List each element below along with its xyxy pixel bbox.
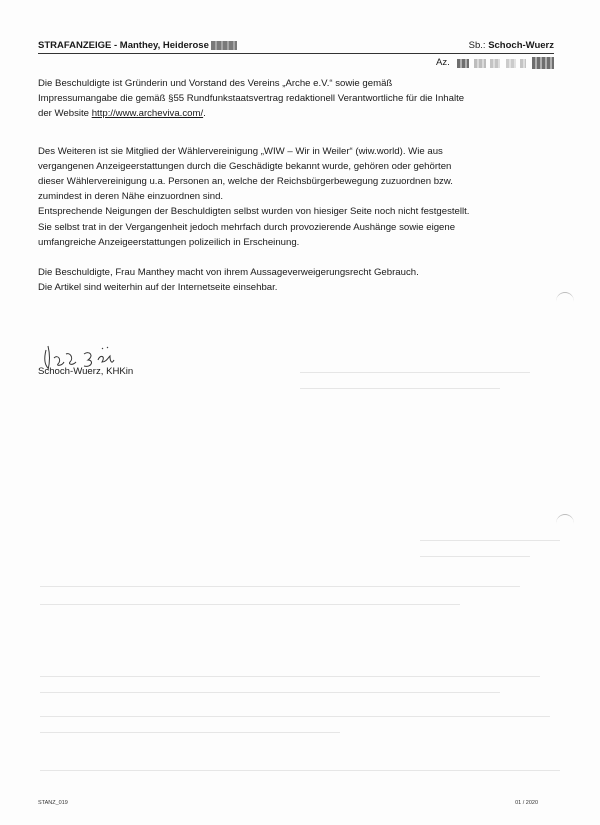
text-fragment: der Website [38, 108, 92, 120]
text-line: Sie selbst trat in der Vergangenheit jedoch mehrfach durch provozierende Aushänge sowie eigene [38, 221, 456, 233]
text-line: Entsprechende Neigungen der Beschuldigten selbst wurden von hiesiger Seite noch nicht festgestellt. [38, 206, 470, 218]
text-line: Die Beschuldigte ist Gründerin und Vorstand des Vereins „Arche e.V.“ sowie gemäß [38, 78, 393, 89]
text-line: umfangreiche Anzeigeerstattungen polizeilich in Erscheinung. [38, 236, 300, 248]
document-body [38, 76, 558, 310]
case-number [436, 57, 450, 68]
text-line: Des Weiteren ist sie Mitglied der Wählervereinigung „WIW – Wir in Weiler“ (wiw.world). Wie aus [38, 145, 443, 157]
header-rule [38, 53, 554, 54]
redaction-block [457, 59, 469, 68]
text-line: zumindest in deren Nähe einzuordnen sind. [38, 191, 224, 203]
clerk-label: Sb.: [468, 40, 486, 51]
text-line: Die Artikel sind weiterhin auf der Internetseite einsehbar. [38, 282, 278, 294]
text-line: Impressumangabe die gemäß §55 Rundfunkstaatsvertrag redaktionell Verantwortliche für die Inhalte [38, 93, 465, 105]
clerk-name: Schoch-Wuerz [488, 40, 554, 51]
paragraph-1 [38, 76, 558, 122]
redaction-block [520, 59, 526, 68]
signature-block [36, 340, 176, 380]
paragraph-2 [38, 144, 558, 250]
form-version: 01 / 2020 [515, 800, 538, 806]
redaction-block [211, 41, 237, 50]
text-line: Die Beschuldigte, Frau Manthey macht von ihrem Aussageverweigerungsrecht Gebrauch. [38, 267, 419, 279]
text-line [38, 106, 558, 121]
header-clerk [469, 40, 554, 51]
text-line: dieser Wählervereinigung u.a. Personen an, welche der Reichsbürgerbewegung zuzuordnen bzw. [38, 176, 453, 188]
redaction-block [490, 59, 500, 68]
redaction-block [532, 57, 554, 69]
punch-hole-mark [556, 514, 574, 533]
signer-name: Schoch-Wuerz, KHKin [38, 366, 134, 377]
form-code: STANZ_019 [38, 800, 68, 806]
paragraph-3 [38, 265, 558, 295]
redaction-block [506, 59, 516, 68]
text-fragment: . [203, 108, 206, 120]
punch-hole-mark [556, 292, 574, 311]
header-title [38, 40, 237, 51]
website-link[interactable]: http://www.archeviva.com/ [91, 108, 204, 120]
text-line: vergangenen Anzeigeerstattungen durch die Geschädigte bekannt wurde, gehören oder gehörten [38, 160, 452, 172]
document-header [38, 38, 554, 72]
case-number-label: Az. [436, 57, 450, 68]
redaction-block [474, 59, 486, 68]
header-title-text: STRAFANZEIGE - Manthey, Heiderose [38, 40, 209, 51]
